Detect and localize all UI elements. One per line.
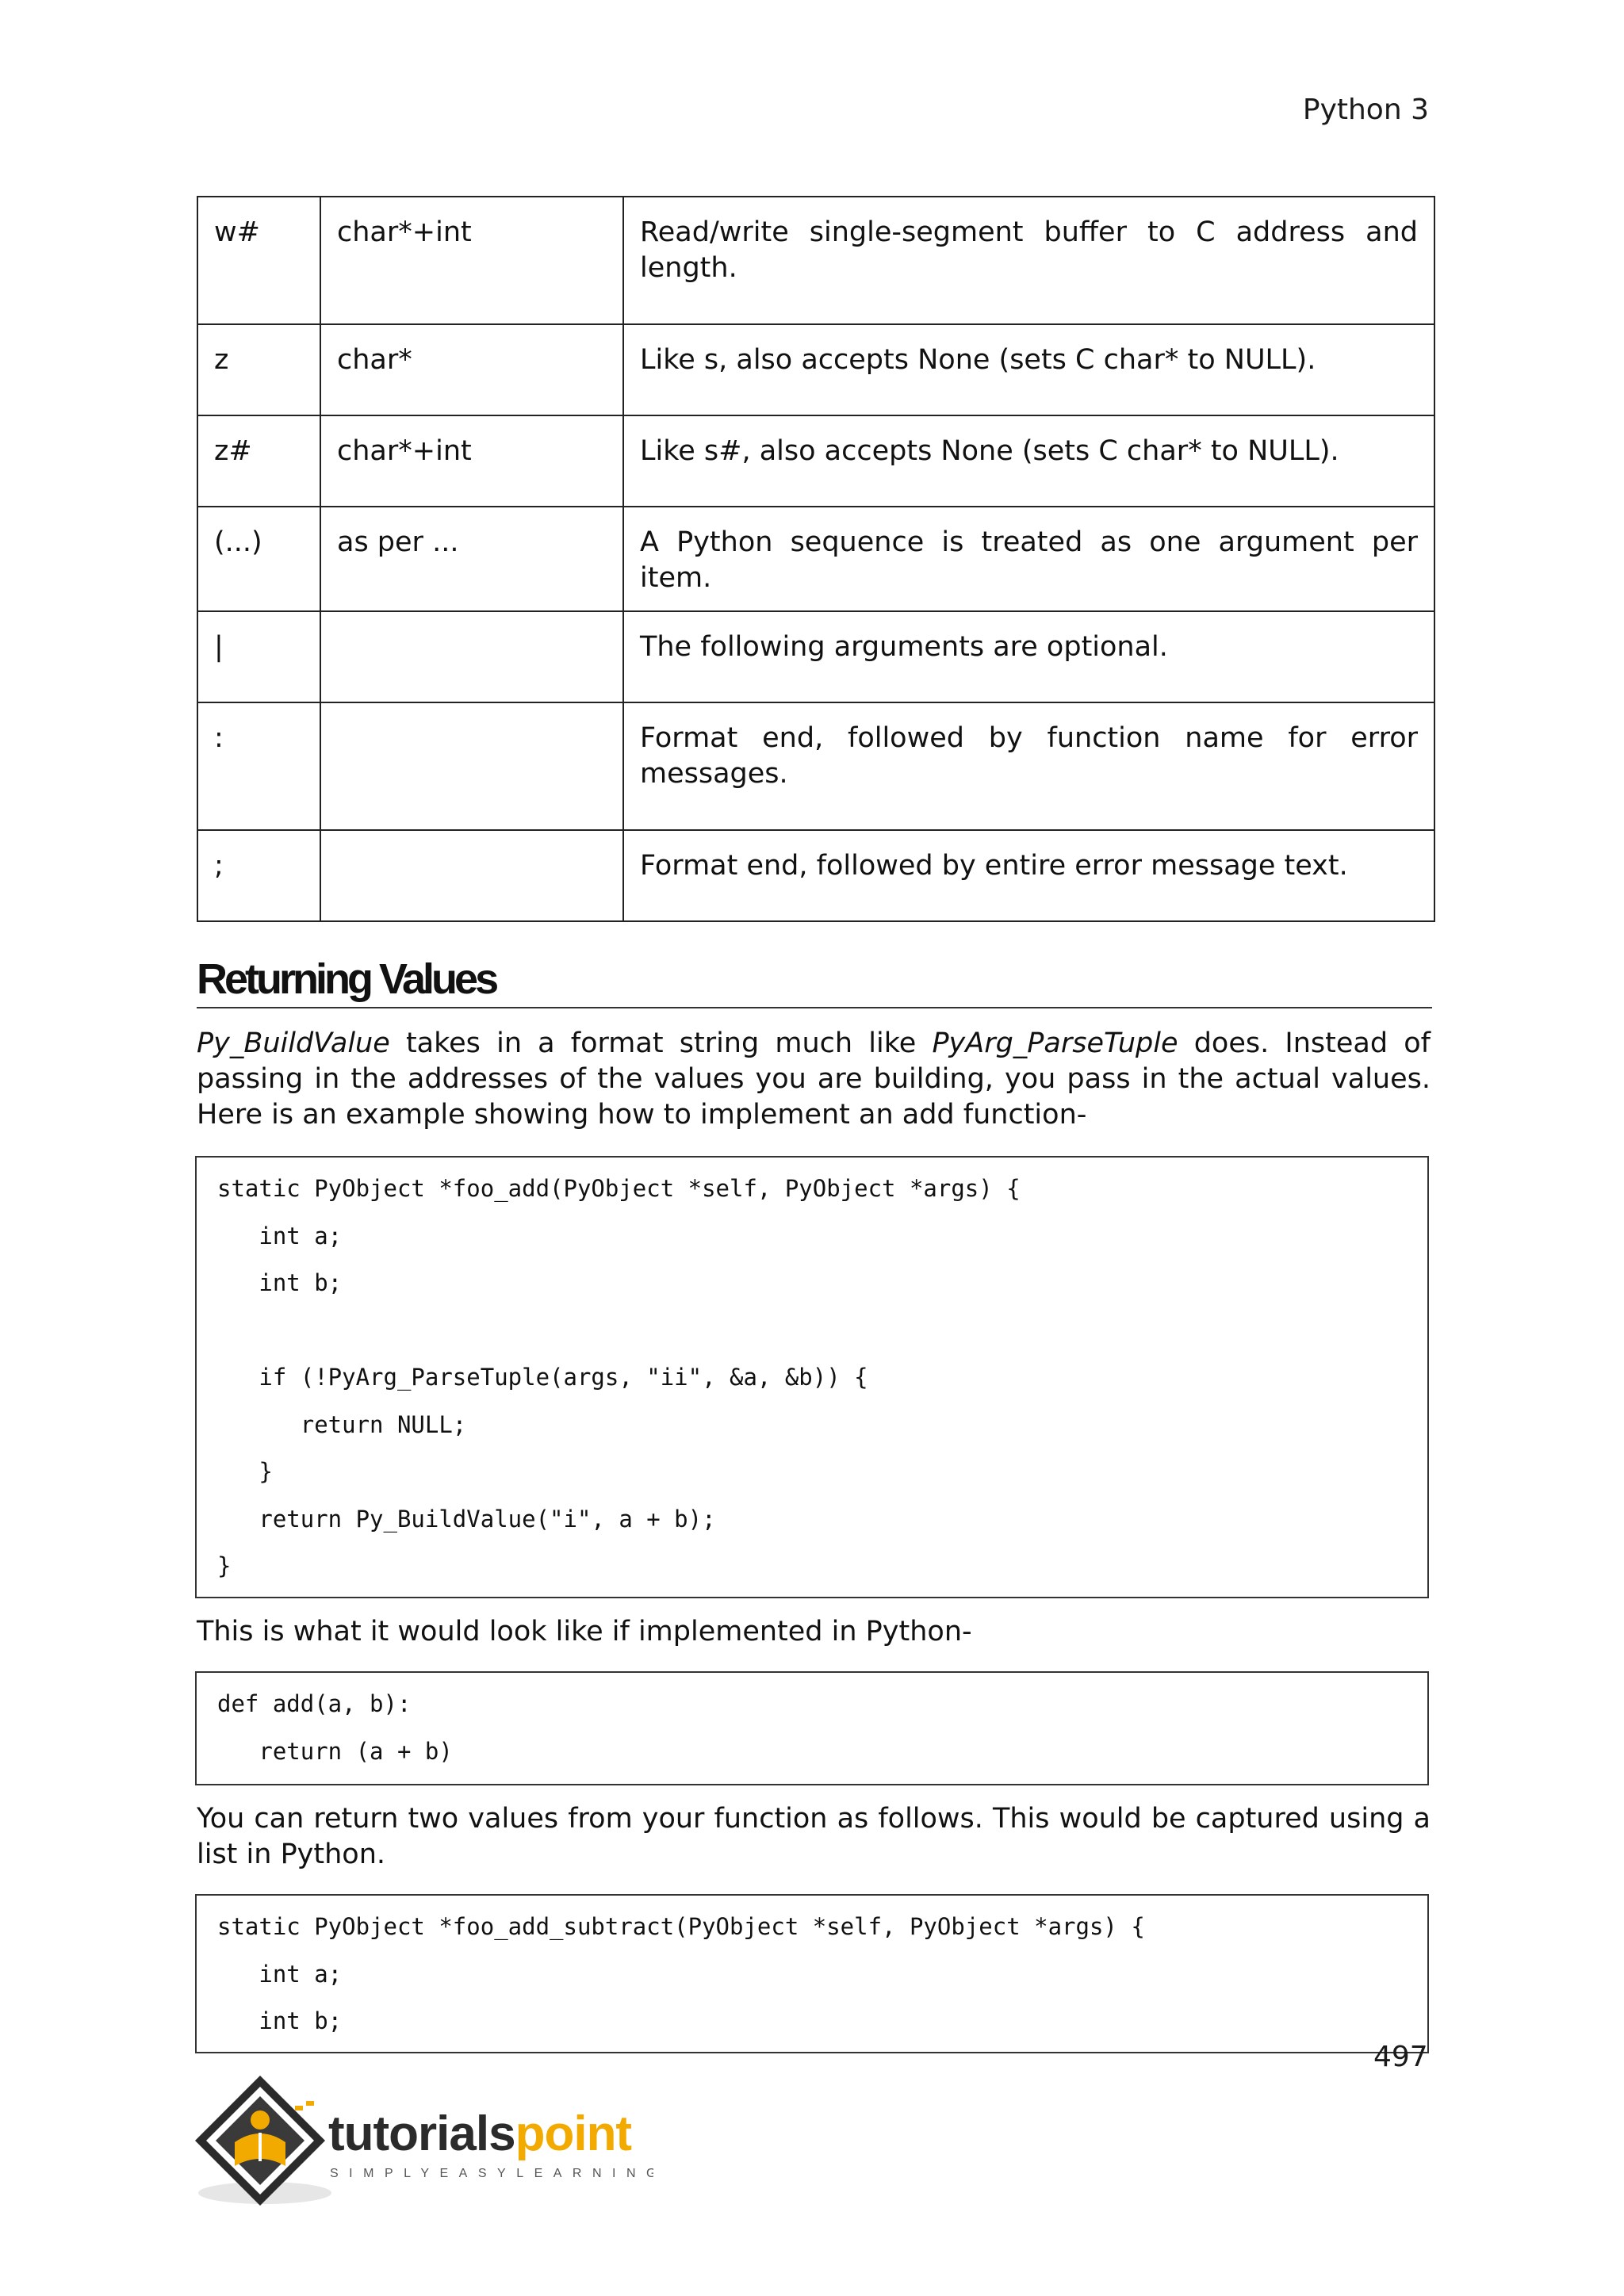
description-cell: The following arguments are optional. bbox=[623, 611, 1434, 702]
format-code-cell: z# bbox=[197, 415, 320, 507]
format-code-cell: : bbox=[197, 702, 320, 830]
table-row bbox=[197, 702, 1434, 830]
svg-text:SIMPLYEASYLEARNING: SIMPLYEASYLEARNING bbox=[330, 2167, 653, 2180]
description-cell: Format end, followed by function name for error messages. bbox=[623, 702, 1434, 830]
format-code-cell: (...) bbox=[197, 507, 320, 611]
table-row bbox=[197, 324, 1434, 415]
format-code-cell: w# bbox=[197, 197, 320, 324]
format-codes-table bbox=[197, 196, 1435, 922]
page-number: 497 bbox=[1373, 2041, 1428, 2073]
function-name: PyArg_ParseTuple bbox=[932, 1027, 1178, 1059]
code-line: } bbox=[217, 1552, 232, 1579]
format-code-cell: ; bbox=[197, 830, 320, 921]
description-cell: Like s#, also accepts None (sets C char* to NULL). bbox=[623, 415, 1434, 507]
code-line: static PyObject *foo_add_subtract(PyObject *self, PyObject *args) { bbox=[217, 1913, 1145, 1940]
code-line: return NULL; bbox=[217, 1410, 467, 1438]
c-type-cell: char*+int bbox=[320, 197, 623, 324]
format-code-cell: z bbox=[197, 324, 320, 415]
code-line: def add(a, b): bbox=[217, 1690, 412, 1717]
svg-text:tutorialspoint: tutorialspoint bbox=[328, 2107, 632, 2161]
code-block-c-add-subtract bbox=[195, 1894, 1429, 2053]
c-type-cell: char*+int bbox=[320, 415, 623, 507]
paragraph-text: does. Instead of passing in the addresses of the values you are building, you pass in the actual values. Here is an example showing how to implement an add function- bbox=[197, 1027, 1431, 1131]
code-line: return (a + b) bbox=[217, 1737, 453, 1765]
table-row bbox=[197, 507, 1434, 611]
code-block-python-add bbox=[195, 1671, 1429, 1785]
description-cell: Like s, also accepts None (sets C char* to NULL). bbox=[623, 324, 1434, 415]
c-type-cell bbox=[320, 830, 623, 921]
logo-point-text: point bbox=[515, 2107, 632, 2161]
code-line: int a; bbox=[217, 1960, 343, 1988]
table-row bbox=[197, 415, 1434, 507]
code-line: static PyObject *foo_add(PyObject *self, PyObject *args) { bbox=[217, 1175, 1021, 1202]
section-heading: Returning Values bbox=[197, 951, 1432, 1008]
code-line: int b; bbox=[217, 2007, 343, 2034]
tutorialspoint-logo bbox=[193, 2069, 653, 2212]
code-line: int a; bbox=[217, 1222, 343, 1249]
table-row bbox=[197, 830, 1434, 921]
intro-paragraph bbox=[197, 1026, 1431, 1133]
description-cell: A Python sequence is treated as one argument per item. bbox=[623, 507, 1434, 611]
description-cell: Format end, followed by entire error message text. bbox=[623, 830, 1434, 921]
c-type-cell: as per ... bbox=[320, 507, 623, 611]
c-type-cell: char* bbox=[320, 324, 623, 415]
format-code-cell: | bbox=[197, 611, 320, 702]
code-block-c-add bbox=[195, 1156, 1429, 1598]
running-header: Python 3 bbox=[1302, 94, 1429, 126]
code-line: } bbox=[217, 1458, 273, 1485]
table-row bbox=[197, 197, 1434, 324]
paragraph: This is what it would look like if implemented in Python- bbox=[197, 1616, 972, 1647]
code-line: if (!PyArg_ParseTuple(args, "ii", &a, &b)) { bbox=[217, 1364, 868, 1391]
paragraph: You can return two values from your function as follows. This would be captured using a list in Python. bbox=[197, 1803, 1431, 1870]
code-line bbox=[217, 1314, 1427, 1361]
table-row bbox=[197, 611, 1434, 702]
c-type-cell bbox=[320, 702, 623, 830]
code-line: return Py_BuildValue("i", a + b); bbox=[217, 1505, 716, 1533]
function-name: Py_BuildValue bbox=[197, 1027, 390, 1059]
code-line: int b; bbox=[217, 1269, 343, 1296]
c-type-cell bbox=[320, 611, 623, 702]
paragraph-text: takes in a format string much like bbox=[389, 1027, 933, 1059]
description-cell: Read/write single-segment buffer to C address and length. bbox=[623, 197, 1434, 324]
